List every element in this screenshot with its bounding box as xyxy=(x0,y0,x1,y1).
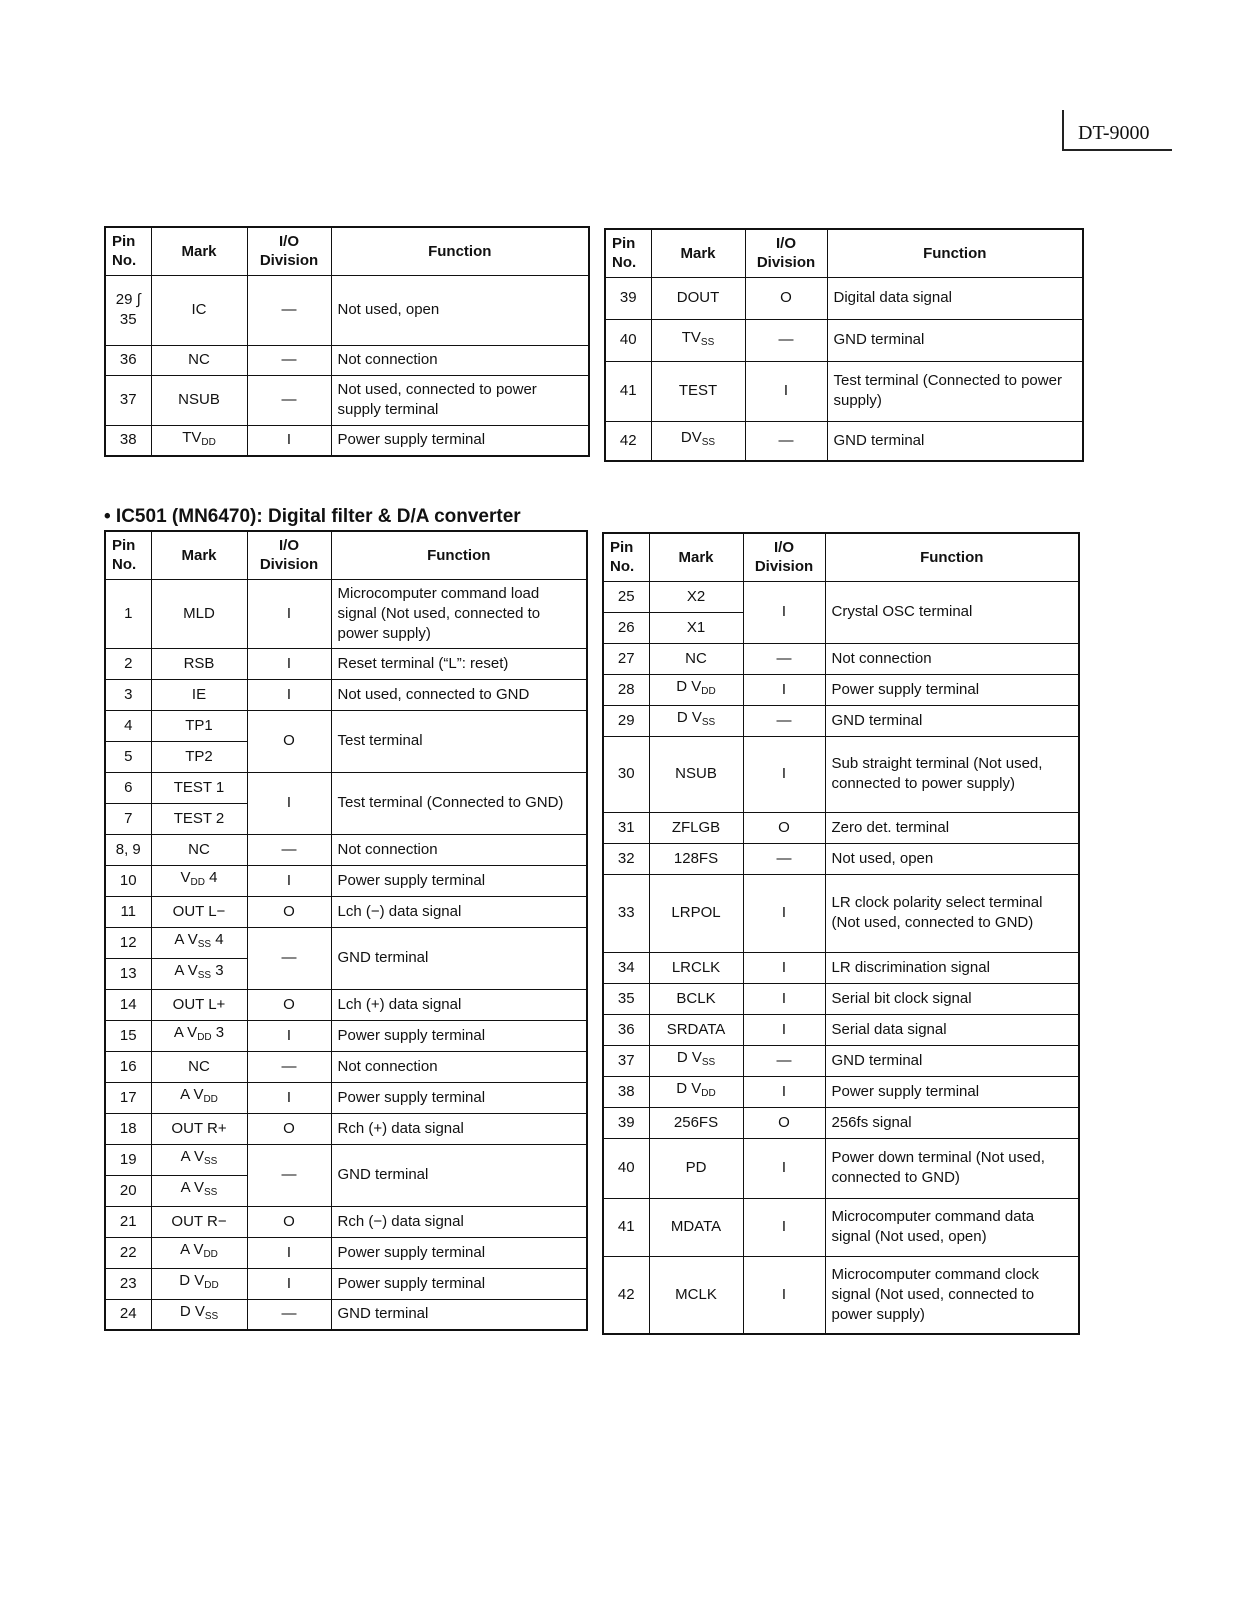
table-row xyxy=(105,679,587,710)
pin-cell: 37 xyxy=(603,1045,649,1076)
mark-cell: OUT R− xyxy=(151,1206,247,1237)
function-cell: Power supply terminal xyxy=(331,1082,587,1113)
mark-cell: IC xyxy=(151,275,247,345)
io-cell: O xyxy=(743,812,825,843)
table-row xyxy=(603,581,1079,612)
io-cell: — xyxy=(247,375,331,425)
function-cell: Digital data signal xyxy=(827,277,1083,319)
table-row xyxy=(603,1045,1079,1076)
mark-cell: PD xyxy=(649,1138,743,1198)
col-pin: Pin No. xyxy=(603,533,649,581)
function-cell: GND terminal xyxy=(827,319,1083,361)
io-cell: O xyxy=(247,1206,331,1237)
io-cell: — xyxy=(743,643,825,674)
mark-cell: D $V_{SS}$ xyxy=(649,1045,743,1076)
pin-cell: 6 xyxy=(105,772,151,803)
table-row xyxy=(105,1113,587,1144)
table-row xyxy=(603,812,1079,843)
io-cell: I xyxy=(247,425,331,456)
mark-cell: $DV_{SS}$ xyxy=(651,421,745,461)
pin-cell: 37 xyxy=(105,375,151,425)
table-row xyxy=(105,375,589,425)
io-cell: I xyxy=(247,865,331,896)
mark-cell: A $V_{DD}$ xyxy=(151,1082,247,1113)
pin-cell: 2 xyxy=(105,648,151,679)
io-cell: — xyxy=(745,421,827,461)
io-cell: I xyxy=(743,674,825,705)
io-cell: O xyxy=(743,1107,825,1138)
mark-cell: X1 xyxy=(649,612,743,643)
table-row xyxy=(603,705,1079,736)
table-row xyxy=(105,1082,587,1113)
mark-cell: TEST 1 xyxy=(151,772,247,803)
io-cell: O xyxy=(247,989,331,1020)
function-cell: Not used, open xyxy=(331,275,589,345)
mark-cell: MDATA xyxy=(649,1198,743,1256)
function-cell: Microcomputer command clock signal (Not used, connected to power supply) xyxy=(825,1256,1079,1334)
mark-cell: LRPOL xyxy=(649,874,743,952)
io-cell: I xyxy=(743,1198,825,1256)
pin-cell: 27 xyxy=(603,643,649,674)
pin-cell: 4 xyxy=(105,710,151,741)
pin-cell: 29 ∫ 35 xyxy=(105,275,151,345)
table-row xyxy=(105,927,587,958)
function-cell: Not connection xyxy=(331,345,589,375)
col-function: Function xyxy=(331,227,589,275)
function-cell: Not used, open xyxy=(825,843,1079,874)
io-cell: I xyxy=(247,772,331,834)
col-pin: Pin No. xyxy=(105,227,151,275)
pin-cell: 38 xyxy=(105,425,151,456)
mark-cell: BCLK xyxy=(649,983,743,1014)
mark-cell: NC xyxy=(151,345,247,375)
table-row xyxy=(105,1206,587,1237)
table-row xyxy=(603,736,1079,812)
table-row xyxy=(105,579,587,648)
table-row xyxy=(105,425,589,456)
mark-cell: NC xyxy=(649,643,743,674)
io-cell: — xyxy=(743,1045,825,1076)
function-cell: Power supply terminal xyxy=(825,674,1079,705)
pin-cell: 19 xyxy=(105,1144,151,1175)
function-cell: GND terminal xyxy=(331,1299,587,1330)
table-row xyxy=(105,772,587,803)
function-cell: Not connection xyxy=(825,643,1079,674)
table-row xyxy=(105,896,587,927)
pin-cell: 21 xyxy=(105,1206,151,1237)
pin-cell: 36 xyxy=(105,345,151,375)
pin-cell: 26 xyxy=(603,612,649,643)
function-cell: Microcomputer command data signal (Not used, open) xyxy=(825,1198,1079,1256)
mark-cell: OUT R+ xyxy=(151,1113,247,1144)
col-mark: Mark xyxy=(649,533,743,581)
pin-cell: 13 xyxy=(105,958,151,989)
mark-cell: NC xyxy=(151,1051,247,1082)
mark-cell: $TV_{SS}$ xyxy=(651,319,745,361)
mark-cell: D $V_{DD}$ xyxy=(649,674,743,705)
pin-cell: 42 xyxy=(603,1256,649,1334)
io-cell: I xyxy=(247,579,331,648)
function-cell: Not connection xyxy=(331,1051,587,1082)
pin-table-bottom-right xyxy=(602,532,1080,1335)
table-row xyxy=(603,1138,1079,1198)
mark-cell: A $V_{SS}$ xyxy=(151,1175,247,1206)
io-cell: O xyxy=(745,277,827,319)
mark-cell: OUT L+ xyxy=(151,989,247,1020)
mark-cell: A $V_{SS}$ 3 xyxy=(151,958,247,989)
io-cell: — xyxy=(743,843,825,874)
col-pin: Pin No. xyxy=(605,229,651,277)
table-row xyxy=(603,674,1079,705)
io-cell: I xyxy=(743,1076,825,1107)
mark-cell: ZFLGB xyxy=(649,812,743,843)
function-cell: GND terminal xyxy=(331,927,587,989)
io-cell: I xyxy=(745,361,827,421)
table-row xyxy=(105,865,587,896)
io-cell: — xyxy=(745,319,827,361)
pin-cell: 39 xyxy=(605,277,651,319)
pin-cell: 23 xyxy=(105,1268,151,1299)
io-cell: I xyxy=(247,1268,331,1299)
mark-cell: A $V_{SS}$ xyxy=(151,1144,247,1175)
col-mark: Mark xyxy=(151,531,247,579)
mark-cell: A $V_{DD}$ 3 xyxy=(151,1020,247,1051)
io-cell: — xyxy=(247,1144,331,1206)
io-cell: — xyxy=(743,705,825,736)
table-row xyxy=(105,1020,587,1051)
function-cell: Rch (+) data signal xyxy=(331,1113,587,1144)
table-row xyxy=(603,983,1079,1014)
mark-cell: D $V_{SS}$ xyxy=(649,705,743,736)
function-cell: Power down terminal (Not used, connected to GND) xyxy=(825,1138,1079,1198)
table-row xyxy=(105,1051,587,1082)
pin-cell: 15 xyxy=(105,1020,151,1051)
pin-cell: 8, 9 xyxy=(105,834,151,865)
pin-cell: 24 xyxy=(105,1299,151,1330)
section-title: • IC501 (MN6470): Digital filter & D/A converter xyxy=(104,506,521,527)
col-io: I/O Division xyxy=(247,531,331,579)
col-function: Function xyxy=(827,229,1083,277)
table-row xyxy=(105,1237,587,1268)
mark-cell: RSB xyxy=(151,648,247,679)
function-cell: Serial data signal xyxy=(825,1014,1079,1045)
pin-cell: 12 xyxy=(105,927,151,958)
io-cell: O xyxy=(247,896,331,927)
io-cell: — xyxy=(247,275,331,345)
function-cell: Test terminal (Connected to power supply) xyxy=(827,361,1083,421)
io-cell: I xyxy=(743,983,825,1014)
function-cell: Test terminal xyxy=(331,710,587,772)
pin-cell: 30 xyxy=(603,736,649,812)
mark-cell: TEST xyxy=(651,361,745,421)
function-cell: Microcomputer command load signal (Not used, connected to power supply) xyxy=(331,579,587,648)
pin-table-top-right xyxy=(604,228,1084,462)
pin-cell: 34 xyxy=(603,952,649,983)
function-cell: Rch (−) data signal xyxy=(331,1206,587,1237)
function-cell: Not connection xyxy=(331,834,587,865)
pin-cell: 41 xyxy=(603,1198,649,1256)
table-row xyxy=(105,648,587,679)
io-cell: O xyxy=(247,710,331,772)
col-function: Function xyxy=(825,533,1079,581)
mark-cell: TEST 2 xyxy=(151,803,247,834)
function-cell: GND terminal xyxy=(331,1144,587,1206)
table-row xyxy=(603,1198,1079,1256)
mark-cell: OUT L− xyxy=(151,896,247,927)
io-cell: I xyxy=(743,1014,825,1045)
io-cell: I xyxy=(247,1082,331,1113)
table-row xyxy=(603,843,1079,874)
mark-cell: NSUB xyxy=(151,375,247,425)
mark-cell: D $V_{DD}$ xyxy=(151,1268,247,1299)
function-cell: Lch (−) data signal xyxy=(331,896,587,927)
pin-cell: 38 xyxy=(603,1076,649,1107)
table-row xyxy=(605,319,1083,361)
table-row xyxy=(105,1299,587,1330)
table-row xyxy=(603,952,1079,983)
mark-cell: X2 xyxy=(649,581,743,612)
pin-cell: 25 xyxy=(603,581,649,612)
pin-cell: 14 xyxy=(105,989,151,1020)
table-row xyxy=(105,345,589,375)
pin-cell: 22 xyxy=(105,1237,151,1268)
pin-cell: 35 xyxy=(603,983,649,1014)
io-cell: I xyxy=(743,874,825,952)
function-cell: Power supply terminal xyxy=(331,865,587,896)
table-row xyxy=(105,834,587,865)
table-row xyxy=(105,710,587,741)
table-row xyxy=(603,643,1079,674)
function-cell: Not used, connected to GND xyxy=(331,679,587,710)
io-cell: — xyxy=(247,345,331,375)
function-cell: Zero det. terminal xyxy=(825,812,1079,843)
pin-cell: 29 xyxy=(603,705,649,736)
mark-cell: A $V_{SS}$ 4 xyxy=(151,927,247,958)
io-cell: O xyxy=(247,1113,331,1144)
io-cell: I xyxy=(247,1020,331,1051)
function-cell: Serial bit clock signal xyxy=(825,983,1079,1014)
pin-cell: 7 xyxy=(105,803,151,834)
function-cell: 256fs signal xyxy=(825,1107,1079,1138)
pin-cell: 16 xyxy=(105,1051,151,1082)
function-cell: Power supply terminal xyxy=(331,1268,587,1299)
mark-cell: A $V_{DD}$ xyxy=(151,1237,247,1268)
mark-cell: DOUT xyxy=(651,277,745,319)
mark-cell: $V_{DD}$ 4 xyxy=(151,865,247,896)
function-cell: Power supply terminal xyxy=(825,1076,1079,1107)
io-cell: I xyxy=(247,1237,331,1268)
pin-cell: 42 xyxy=(605,421,651,461)
col-function: Function xyxy=(331,531,587,579)
io-cell: — xyxy=(247,927,331,989)
pin-cell: 18 xyxy=(105,1113,151,1144)
function-cell: Power supply terminal xyxy=(331,1020,587,1051)
io-cell: I xyxy=(743,1256,825,1334)
function-cell: LR clock polarity select terminal (Not used, connected to GND) xyxy=(825,874,1079,952)
col-mark: Mark xyxy=(151,227,247,275)
function-cell: Power supply terminal xyxy=(331,1237,587,1268)
function-cell: Sub straight terminal (Not used, connected to power supply) xyxy=(825,736,1079,812)
function-cell: LR discrimination signal xyxy=(825,952,1079,983)
mark-cell: D $V_{SS}$ xyxy=(151,1299,247,1330)
function-cell: Not used, connected to power supply terminal xyxy=(331,375,589,425)
pin-cell: 11 xyxy=(105,896,151,927)
io-cell: I xyxy=(743,952,825,983)
table-row xyxy=(105,275,589,345)
mark-cell: NSUB xyxy=(649,736,743,812)
model-number: DT-9000 xyxy=(1062,110,1172,151)
io-cell: — xyxy=(247,1051,331,1082)
pin-cell: 32 xyxy=(603,843,649,874)
function-cell: GND terminal xyxy=(827,421,1083,461)
pin-cell: 20 xyxy=(105,1175,151,1206)
pin-cell: 39 xyxy=(603,1107,649,1138)
mark-cell: NC xyxy=(151,834,247,865)
function-cell: Lch (+) data signal xyxy=(331,989,587,1020)
pin-cell: 28 xyxy=(603,674,649,705)
function-cell: GND terminal xyxy=(825,705,1079,736)
pin-cell: 36 xyxy=(603,1014,649,1045)
pin-table-bottom-left xyxy=(104,530,588,1331)
mark-cell: MCLK xyxy=(649,1256,743,1334)
pin-cell: 40 xyxy=(603,1138,649,1198)
pin-cell: 33 xyxy=(603,874,649,952)
col-io: I/O Division xyxy=(247,227,331,275)
pin-table-top-left xyxy=(104,226,590,457)
col-mark: Mark xyxy=(651,229,745,277)
col-io: I/O Division xyxy=(743,533,825,581)
table-row xyxy=(605,421,1083,461)
mark-cell: LRCLK xyxy=(649,952,743,983)
pin-cell: 10 xyxy=(105,865,151,896)
col-pin: Pin No. xyxy=(105,531,151,579)
function-cell: Test terminal (Connected to GND) xyxy=(331,772,587,834)
pin-cell: 1 xyxy=(105,579,151,648)
pin-cell: 17 xyxy=(105,1082,151,1113)
pin-cell: 41 xyxy=(605,361,651,421)
mark-cell: TP1 xyxy=(151,710,247,741)
pin-cell: 3 xyxy=(105,679,151,710)
table-row xyxy=(603,1256,1079,1334)
io-cell: I xyxy=(247,679,331,710)
io-cell: I xyxy=(743,581,825,643)
table-row xyxy=(603,1107,1079,1138)
function-cell: Reset terminal (“L”: reset) xyxy=(331,648,587,679)
io-cell: I xyxy=(247,648,331,679)
table-row xyxy=(105,1268,587,1299)
table-row xyxy=(603,1014,1079,1045)
table-row xyxy=(605,361,1083,421)
table-row xyxy=(603,1076,1079,1107)
io-cell: — xyxy=(247,1299,331,1330)
mark-cell: D $V_{DD}$ xyxy=(649,1076,743,1107)
mark-cell: 256FS xyxy=(649,1107,743,1138)
table-row xyxy=(105,1144,587,1175)
table-row xyxy=(605,277,1083,319)
mark-cell: SRDATA xyxy=(649,1014,743,1045)
col-io: I/O Division xyxy=(745,229,827,277)
table-row xyxy=(603,874,1079,952)
io-cell: I xyxy=(743,1138,825,1198)
io-cell: I xyxy=(743,736,825,812)
function-cell: Power supply terminal xyxy=(331,425,589,456)
table-row xyxy=(105,989,587,1020)
mark-cell: 128FS xyxy=(649,843,743,874)
pin-cell: 40 xyxy=(605,319,651,361)
mark-cell: IE xyxy=(151,679,247,710)
function-cell: Crystal OSC terminal xyxy=(825,581,1079,643)
mark-cell: MLD xyxy=(151,579,247,648)
mark-cell: $TV_{DD}$ xyxy=(151,425,247,456)
io-cell: — xyxy=(247,834,331,865)
mark-cell: TP2 xyxy=(151,741,247,772)
function-cell: GND terminal xyxy=(825,1045,1079,1076)
pin-cell: 5 xyxy=(105,741,151,772)
pin-cell: 31 xyxy=(603,812,649,843)
